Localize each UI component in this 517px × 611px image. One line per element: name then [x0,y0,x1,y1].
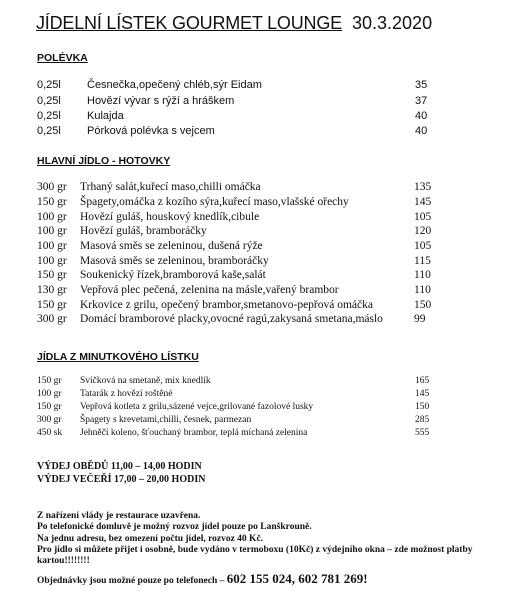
item-name: Špagety s krevetami,chilli, česnek, parmezan [80,415,252,425]
item-size: 100 gr [37,389,62,399]
alacarte-item [37,388,437,401]
item-price: 150 [415,402,430,412]
main-item [37,195,437,210]
item-price: 105 [414,211,432,223]
lunch-hours: VÝDEJ OBĚDŮ 11,00 – 14,00 HODIN [37,461,202,472]
item-size: 300 gr [37,313,67,325]
soup-item [37,124,437,139]
item-name: Masová směs se zeleninou, dušená rýže [80,240,263,252]
item-name: Hovězí guláš, houskový knedlík,cibule [80,211,260,223]
item-name: Domácí bramborové placky,ovocné ragú,zakysaná smetana,máslo [80,313,383,325]
item-price: 145 [415,389,430,399]
item-size: 100 gr [37,225,67,237]
item-name: Pórková polévka s vejcem [87,125,215,137]
item-size: 300 gr [37,181,67,193]
menu-title: JÍDELNÍ LÍSTEK GOURMET LOUNGE [36,13,342,33]
item-price: 40 [415,125,428,137]
item-name: Špagety,omáčka z kozího sýra,kuřecí maso,vlašské ořechy [80,196,349,208]
main-item [37,254,437,269]
item-size: 0,25l [37,110,61,122]
dinner-hours: VÝDEJ VEČEŘÍ 17,00 – 20,00 HODIN [37,474,206,485]
item-name: Hovězí guláš, bramboráčky [80,225,207,237]
item-name: Jehněčí koleno, šťouchaný brambor, teplá míchaná zelenina [80,428,308,438]
item-price: 110 [414,284,431,296]
item-size: 150 gr [37,196,67,208]
mains-heading: HLAVNÍ JÍDLO - HOTOVKY [37,155,171,167]
item-price: 555 [415,428,430,438]
item-size: 100 gr [37,255,67,267]
item-size: 100 gr [37,211,67,223]
main-item [37,239,437,254]
item-name: Hovězí vývar s rýží a hráškem [87,95,235,107]
item-size: 100 gr [37,240,67,252]
item-price: 105 [414,240,432,252]
item-size: 150 gr [37,376,62,386]
main-item [37,180,437,195]
main-item [37,268,437,283]
soup-item [37,78,437,93]
item-name: Česnečka,opečený chléb,sýr Eidam [87,79,262,91]
item-price: 145 [414,196,432,208]
alacarte-item [37,375,437,388]
item-name: Tatarák z hovězí roštěné [80,389,173,399]
item-price: 165 [415,376,430,386]
item-price: 110 [414,269,431,281]
item-size: 450 sk [37,428,63,438]
item-size: 0,25l [37,79,61,91]
soups-heading: POLÉVKA [37,52,88,64]
contact-phone-numbers: 602 155 024, 602 781 269! [226,571,368,586]
main-item [37,210,437,225]
item-name: Vepřová plec pečená, zelenina na másle,vařený brambor [80,284,339,296]
item-price: 40 [415,110,428,122]
alacarte-item [37,414,437,427]
item-size: 300 gr [37,415,62,425]
item-size: 150 gr [37,402,62,412]
item-size: 150 gr [37,269,67,281]
main-item [37,224,437,239]
item-name: Vepřová kotleta z grilu,sázené vejce,grilované fazolové lusky [80,402,314,412]
item-name: Svíčková na smetaně, mix knedlík [80,376,211,386]
item-price: 115 [414,255,431,267]
item-name: Soukenický řízek,bramborová kaše,salát [80,269,266,281]
note-delivery: Po telefonické domluvě je možný rozvoz jídel pouze po Lanškrouně. [37,522,312,532]
note-delivery-fee: Na jednu adresu, bez omezení počtu jídel, rozvoz 40 Kč. [37,534,264,544]
item-name: Trhaný salát,kuřecí maso,chilli omáčka [80,181,261,193]
alacarte-heading: JÍDLA Z MINUTKOVÉHO LÍSTKU [37,351,199,363]
item-name: Krkovice z grilu, opečený brambor,smetanovo-pepřová omáčka [80,299,373,311]
soup-item [37,94,437,109]
item-size: 130 gr [37,284,67,296]
item-price: 150 [414,299,432,311]
main-item [37,312,437,327]
soup-item [37,109,437,124]
item-price: 285 [415,415,430,425]
note-closure: Z nařízení vlády je restaurace uzavřena. [37,511,201,521]
contact-line [37,570,368,588]
item-price: 99 [414,313,426,325]
item-price: 37 [415,95,428,107]
item-price: 120 [414,225,432,237]
contact-label: Objednávky jsou možné pouze po telefonech – [37,576,227,586]
item-size: 150 gr [37,299,67,311]
item-name: Masová směs se zeleninou, bramboráčky [80,255,269,267]
main-item [37,283,437,298]
item-name: Kulajda [87,110,124,122]
note-pickup: Pro jídlo si můžete přijet i osobně, bude vydáno v termoboxu (10Kč) z výdejního okna – zde možnost platby kartou!!!!!!!! [37,545,473,567]
item-size: 0,25l [37,95,61,107]
item-price: 135 [414,181,432,193]
item-size: 0,25l [37,125,61,137]
alacarte-item [37,427,437,440]
menu-date: 30.3.2020 [352,13,433,33]
main-item [37,298,437,313]
alacarte-item [37,401,437,414]
item-price: 35 [415,79,428,91]
menu-title-line [36,12,466,34]
